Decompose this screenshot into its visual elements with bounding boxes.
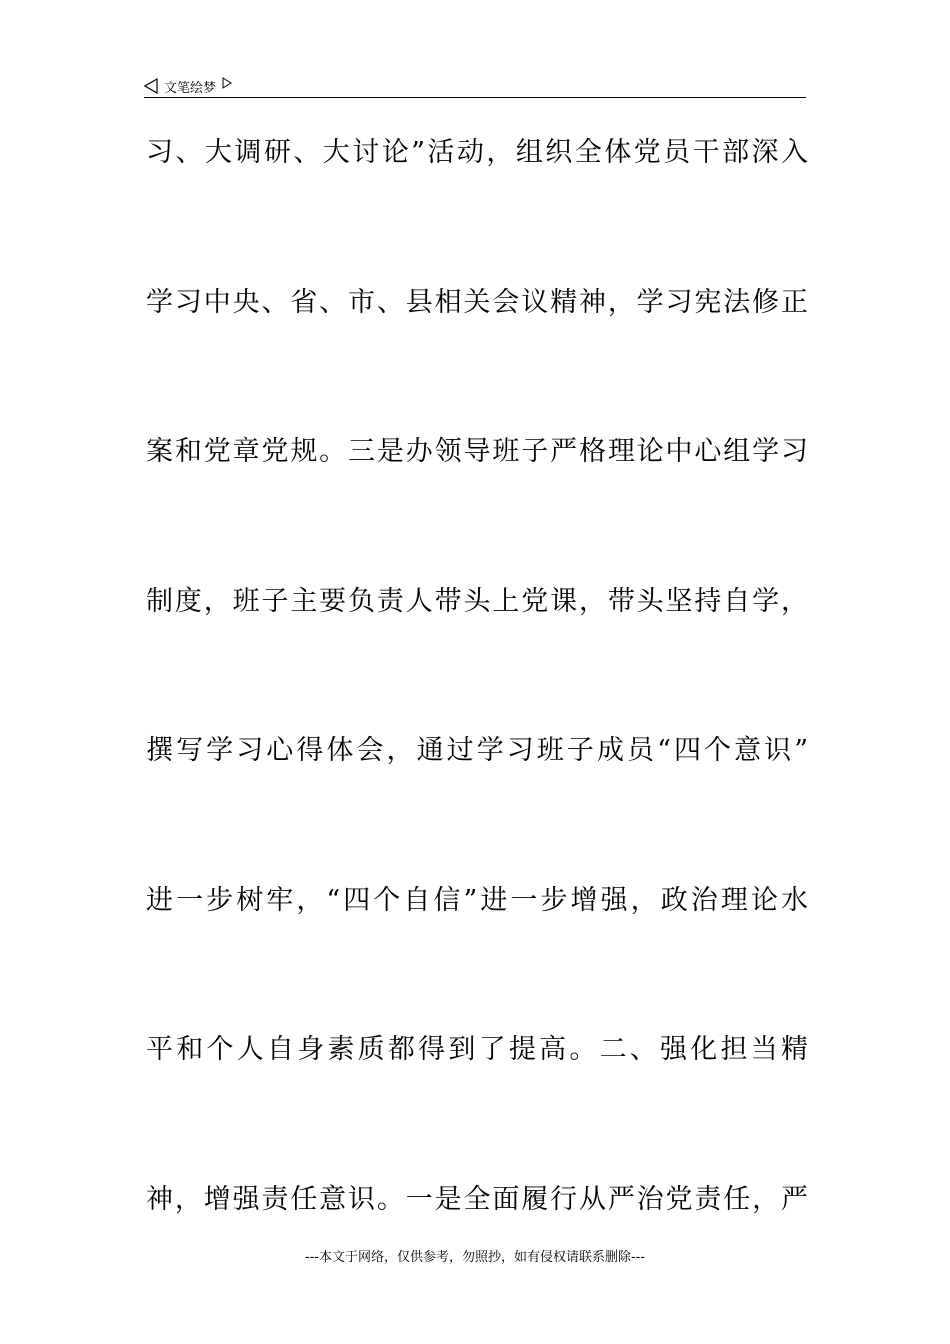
body-line: 案和党章党规。三是办领导班子严格理论中心组学习	[146, 436, 808, 467]
body-line: 进一步树牢，“四个自信”进一步增强，政治理论水	[146, 884, 808, 916]
triangle-right-icon	[222, 77, 232, 89]
body-line: 神，增强责任意识。一是全面履行从严治党责任，严	[146, 1183, 808, 1215]
body-line: 制度，班子主要负责人带头上党课，带头坚持自学，	[146, 585, 808, 617]
triangle-left-icon	[144, 78, 158, 94]
header-divider	[144, 97, 806, 98]
body-line: 平和个人自身素质都得到了提高。二、强化担当精	[146, 1034, 808, 1065]
page-footer: ---本文于网络，仅供参考，勿照抄，如有侵权请联系删除---	[304, 1250, 646, 1265]
header-title: 文笔绘梦	[164, 80, 217, 96]
body-line: 撰写学习心得体会，通过学习班子成员“四个意识”	[146, 735, 808, 766]
body-line: 习、大调研、大讨论”活动，组织全体党员干部深入	[146, 137, 808, 168]
page-header	[144, 74, 806, 98]
document-body	[146, 128, 808, 1324]
body-line: 学习中央、省、市、县相关会议精神，学习宪法修正	[146, 286, 808, 318]
